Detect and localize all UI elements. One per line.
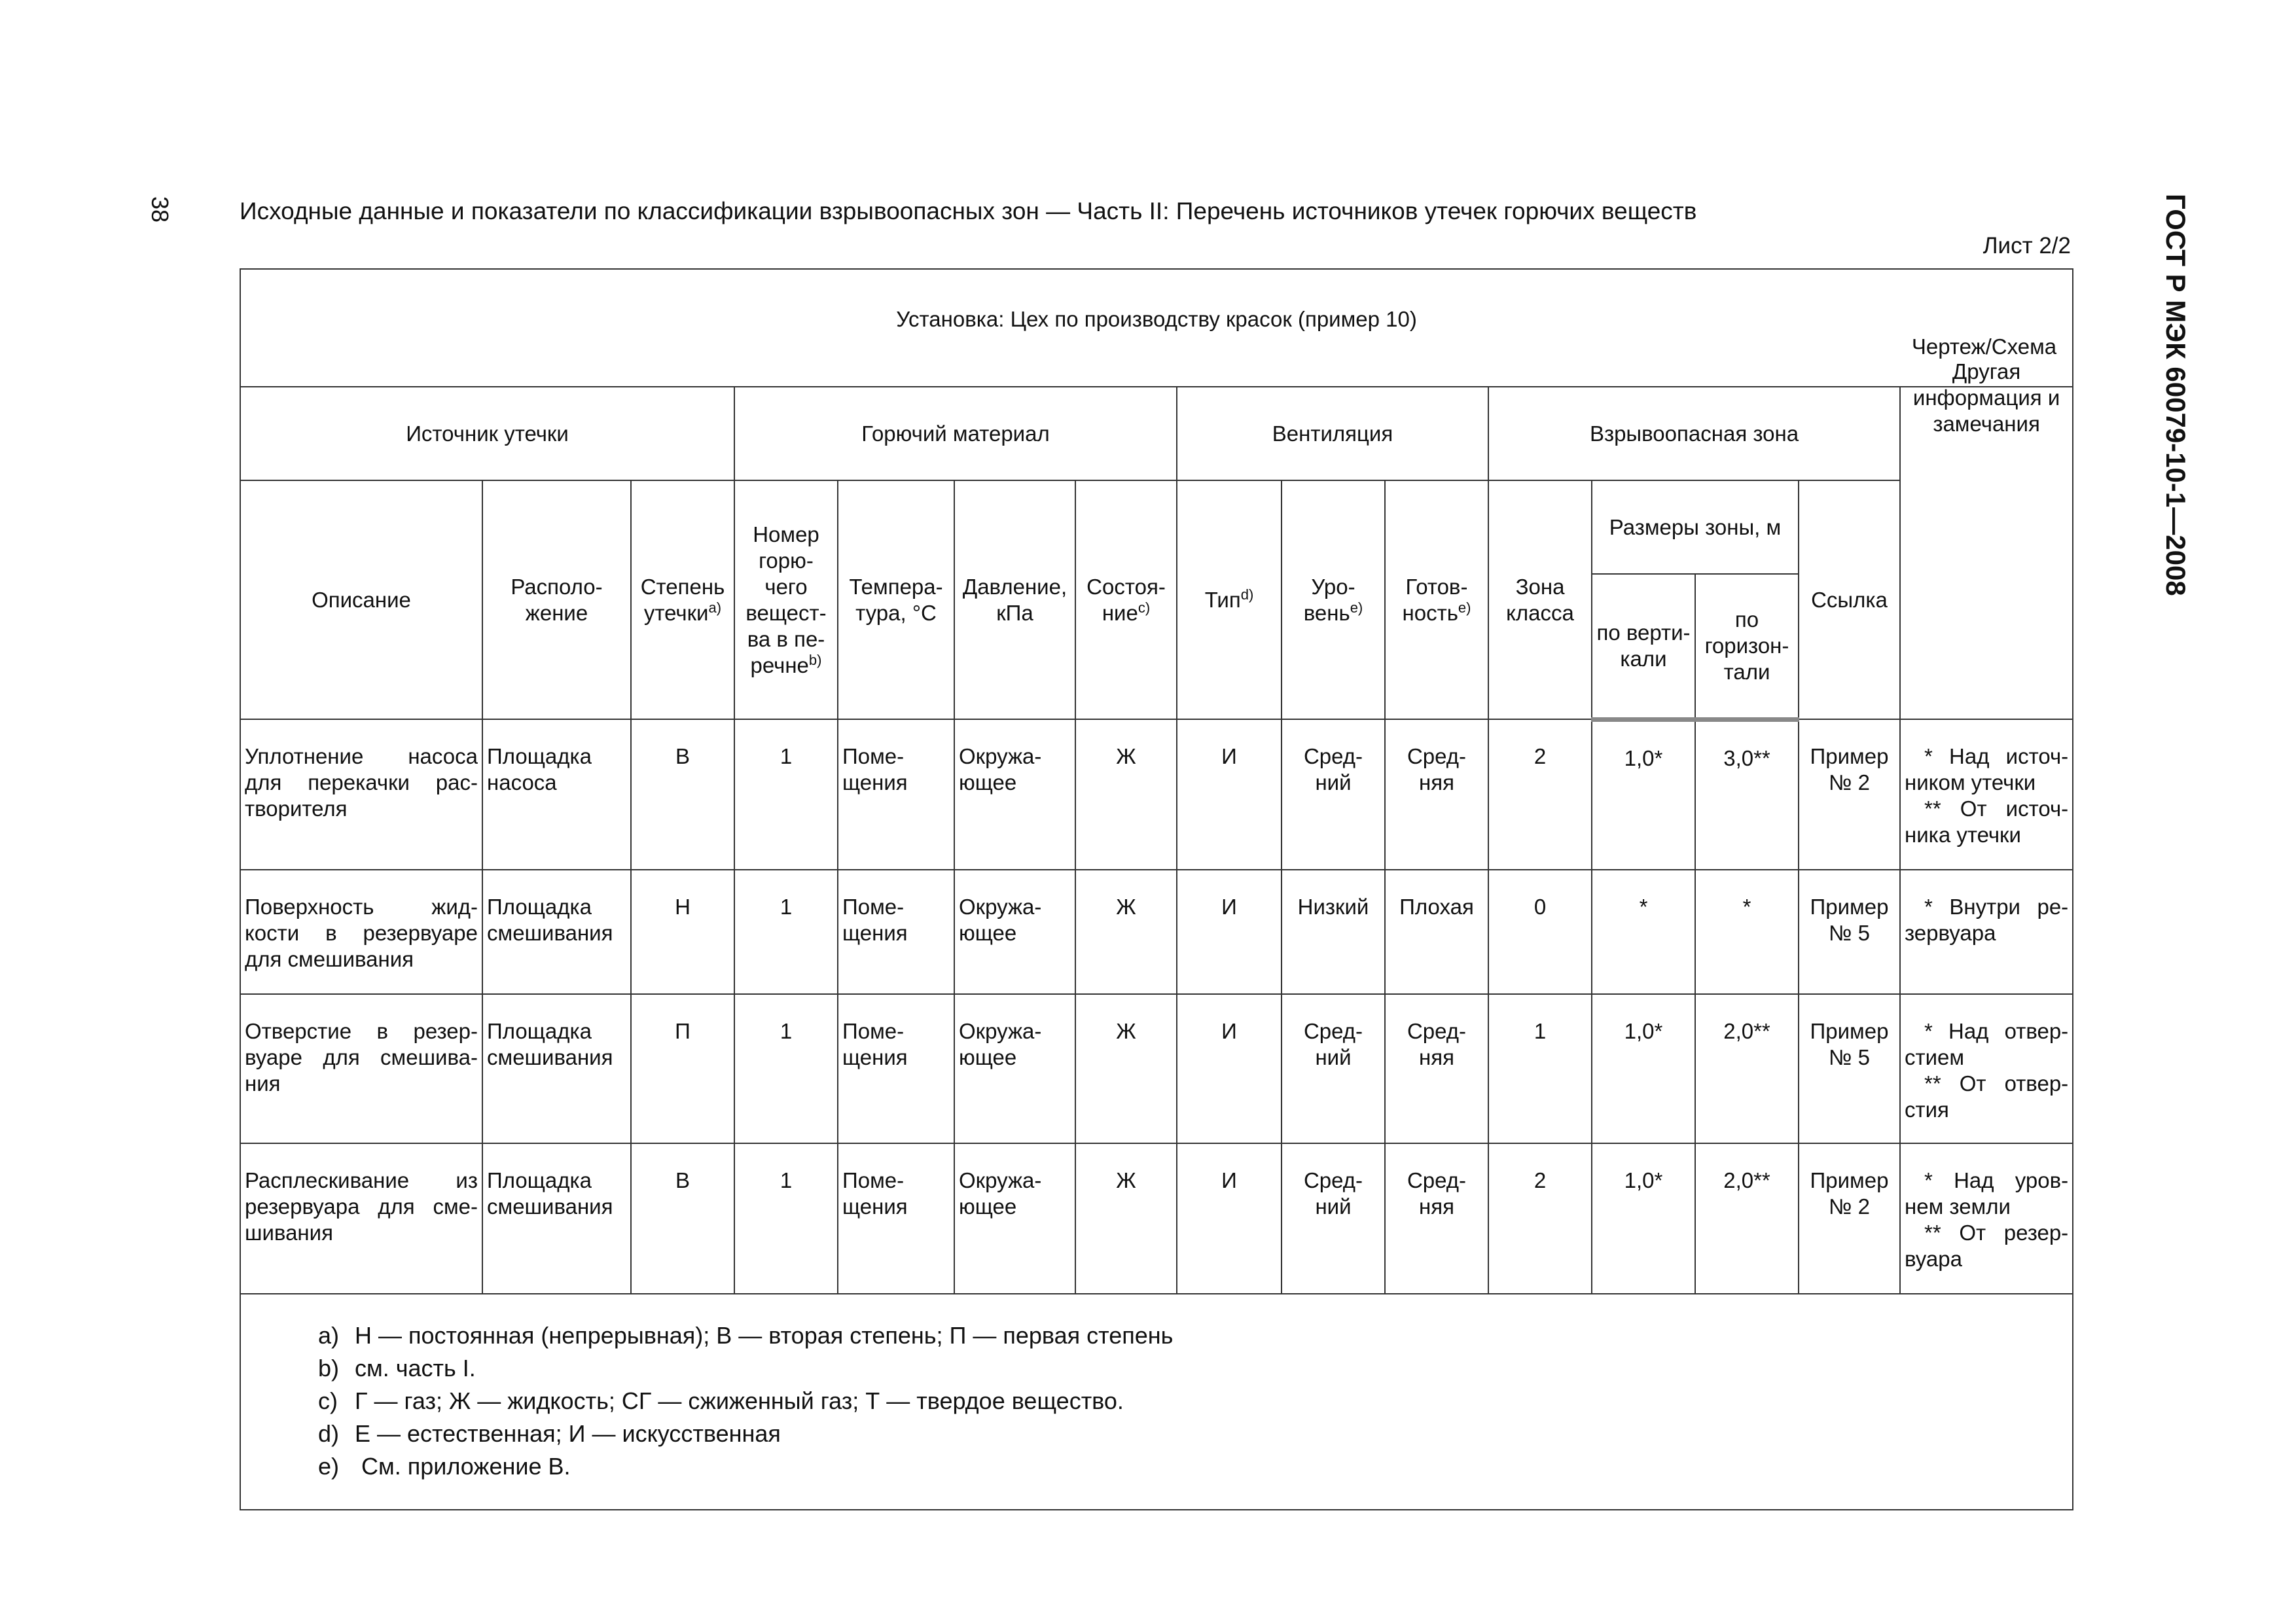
cell-reference: Пример № 2 [1799, 719, 1900, 870]
cell-state: Ж [1075, 1143, 1177, 1294]
cell-description: Отверстие в резер-вуаре для смешива-ния [240, 994, 482, 1143]
cell-state: Ж [1075, 994, 1177, 1143]
cell-substance-number: 1 [734, 994, 838, 1143]
cell-reference: Пример № 5 [1799, 870, 1900, 994]
cell-description: Расплескивание из резервуара для сме-шивания [240, 1143, 482, 1294]
cell-state: Ж [1075, 719, 1177, 870]
footnote-item [318, 1352, 2072, 1385]
cell-pressure: Окружа-ющее [954, 870, 1075, 994]
cell-substance-number: 1 [734, 719, 838, 870]
cell-pressure: Окружа-ющее [954, 1143, 1075, 1294]
cell-availability: Плохая [1385, 870, 1488, 994]
cell-degree: П [631, 994, 734, 1143]
cell-zone-class: 1 [1488, 994, 1592, 1143]
cell-pressure: Окружа-ющее [954, 994, 1075, 1143]
cell-zone-class: 2 [1488, 719, 1592, 870]
group-flammable-material: Горючий материал [734, 387, 1177, 480]
cell-availability: Сред-няя [1385, 1143, 1488, 1294]
remark-line: ** От отвер-стия [1905, 1071, 2069, 1122]
leak-sources-table [240, 268, 2073, 1510]
group-ventilation: Вентиляция [1177, 387, 1488, 480]
footnote-text: Г — газ; Ж — жидкость; СГ — сжиженный газ; Т — твердое вещество. [355, 1387, 1124, 1414]
cell-remarks [1900, 870, 2073, 994]
cell-remarks [1900, 994, 2073, 1143]
footnote-key: b) [318, 1355, 340, 1382]
cell-temperature: Поме-щения [838, 994, 954, 1143]
remark-line: * Над уров-нем земли [1905, 1168, 2069, 1219]
cell-horizontal: 3,0** [1695, 719, 1799, 870]
footnote-text: См. приложение В. [355, 1453, 571, 1480]
cell-type: И [1177, 870, 1282, 994]
col-substance-number: Номер горю-чего вещест-ва в пе-речне$^{b)}$ [734, 480, 838, 719]
cell-location: Площадка смешивания [482, 994, 631, 1143]
cell-reference: Пример № 2 [1799, 1143, 1900, 1294]
cell-level: Сред-ний [1282, 1143, 1385, 1294]
cell-horizontal: 2,0** [1695, 1143, 1799, 1294]
cell-remarks [1900, 719, 2073, 870]
table-footnotes [240, 1294, 2073, 1510]
cell-vertical: * [1592, 870, 1695, 994]
remark-line: * Над отвер-стием [1905, 1019, 2069, 1069]
cell-vertical: 1,0* [1592, 994, 1695, 1143]
cell-temperature: Поме-щения [838, 719, 954, 870]
installation-title: Установка: Цех по производству красок (пример 10) [896, 307, 1417, 331]
sheet-label: Лист 2/2 [1982, 233, 2071, 259]
cell-substance-number: 1 [734, 1143, 838, 1294]
footnote-text: см. часть I. [355, 1355, 476, 1382]
footnote-item [318, 1385, 2072, 1418]
cell-vertical: 1,0* [1592, 719, 1695, 870]
cell-description: Уплотнение насоса для перекачки рас-творителя [240, 719, 482, 870]
cell-availability: Сред-няя [1385, 719, 1488, 870]
standard-title: ГОСТ Р МЭК 60079-10-1—2008 [2161, 194, 2191, 596]
table-row [240, 994, 2073, 1143]
cell-zone-class: 2 [1488, 1143, 1592, 1294]
cell-temperature: Поме-щения [838, 870, 954, 994]
cell-availability: Сред-няя [1385, 994, 1488, 1143]
cell-type: И [1177, 719, 1282, 870]
footnote-item [318, 1450, 2072, 1483]
col-pressure: Давление, кПа [954, 480, 1075, 719]
col-description: Описание [240, 480, 482, 719]
cell-zone-class: 0 [1488, 870, 1592, 994]
cell-type: И [1177, 1143, 1282, 1294]
col-zone-class: Зона класса [1488, 480, 1592, 719]
col-level: Уро-вень$^{e)}$ [1282, 480, 1385, 719]
footnote-text: Е — естественная; И — искусственная [355, 1420, 781, 1447]
col-temperature: Темпера-тура, °С [838, 480, 954, 719]
footnote-item [318, 1319, 2072, 1352]
col-zone-size: Размеры зоны, м [1592, 480, 1799, 574]
col-type: Тип$^{d)}$ [1177, 480, 1282, 719]
col-vertical: по верти-кали [1592, 574, 1695, 719]
cell-pressure: Окружа-ющее [954, 719, 1075, 870]
cell-degree: Н [631, 870, 734, 994]
cell-degree: В [631, 1143, 734, 1294]
footnote-key: a) [318, 1322, 340, 1349]
table-header [240, 269, 2073, 719]
table-row [240, 1143, 2073, 1294]
cell-level: Сред-ний [1282, 719, 1385, 870]
remark-line: * Внутри ре-зервуара [1905, 895, 2069, 945]
col-reference: Ссылка [1799, 480, 1900, 719]
cell-remarks [1900, 1143, 2073, 1294]
cell-level: Сред-ний [1282, 994, 1385, 1143]
col-degree: Степень утечки$^{a)}$ [631, 480, 734, 719]
footnotes-list [318, 1319, 2072, 1483]
cell-location: Площадка смешивания [482, 1143, 631, 1294]
footnote-key: e) [318, 1453, 340, 1480]
cell-temperature: Поме-щения [838, 1143, 954, 1294]
col-horizontal: по горизон-тали [1695, 574, 1799, 719]
col-availability: Готов-ность$^{e)}$ [1385, 480, 1488, 719]
drawing-label: Чертеж/Схема [1911, 334, 2057, 359]
table-row [240, 870, 2073, 994]
group-hazardous-zone: Взрывоопасная зона [1488, 387, 1900, 480]
page-number: 38 [147, 196, 173, 223]
footnote-item [318, 1418, 2072, 1450]
cell-location: Площадка насоса [482, 719, 631, 870]
cell-description: Поверхность жид-кости в резервуаре для смешивания [240, 870, 482, 994]
footnote-key: d) [318, 1420, 340, 1447]
cell-level: Низкий [1282, 870, 1385, 994]
other-info-label: Другая информация и замечания [1912, 359, 2060, 436]
footnote-key: c) [318, 1387, 338, 1414]
cell-state: Ж [1075, 870, 1177, 994]
table-body [240, 719, 2073, 1294]
cell-vertical: 1,0* [1592, 1143, 1695, 1294]
group-leak-source: Источник утечки [240, 387, 734, 480]
footnotes-block [240, 1294, 2073, 1510]
table-row [240, 719, 2073, 870]
cell-location: Площадка смешивания [482, 870, 631, 994]
cell-horizontal: * [1695, 870, 1799, 994]
group-other-info [1900, 359, 2073, 719]
installation-cell [240, 269, 2073, 387]
cell-type: И [1177, 994, 1282, 1143]
col-location [482, 480, 631, 719]
cell-reference: Пример № 5 [1799, 994, 1900, 1143]
col-state: Состоя-ние$^{c)}$ [1075, 480, 1177, 719]
remark-line: * Над источ-ником утечки [1905, 744, 2069, 794]
cell-substance-number: 1 [734, 870, 838, 994]
remark-line: ** От источ-ника утечки [1905, 796, 2069, 847]
cell-degree: В [631, 719, 734, 870]
col-location-label: Располо-жение [511, 574, 603, 625]
document-header-title: Исходные данные и показатели по классификации взрывоопасных зон — Часть II: Перечень источников утечек горючих веществ [240, 198, 1697, 224]
cell-horizontal: 2,0** [1695, 994, 1799, 1143]
footnote-text: Н — постоянная (непрерывная); В — вторая степень; П — первая степень [355, 1322, 1174, 1349]
remark-line: ** От резер-вуара [1905, 1221, 2069, 1271]
